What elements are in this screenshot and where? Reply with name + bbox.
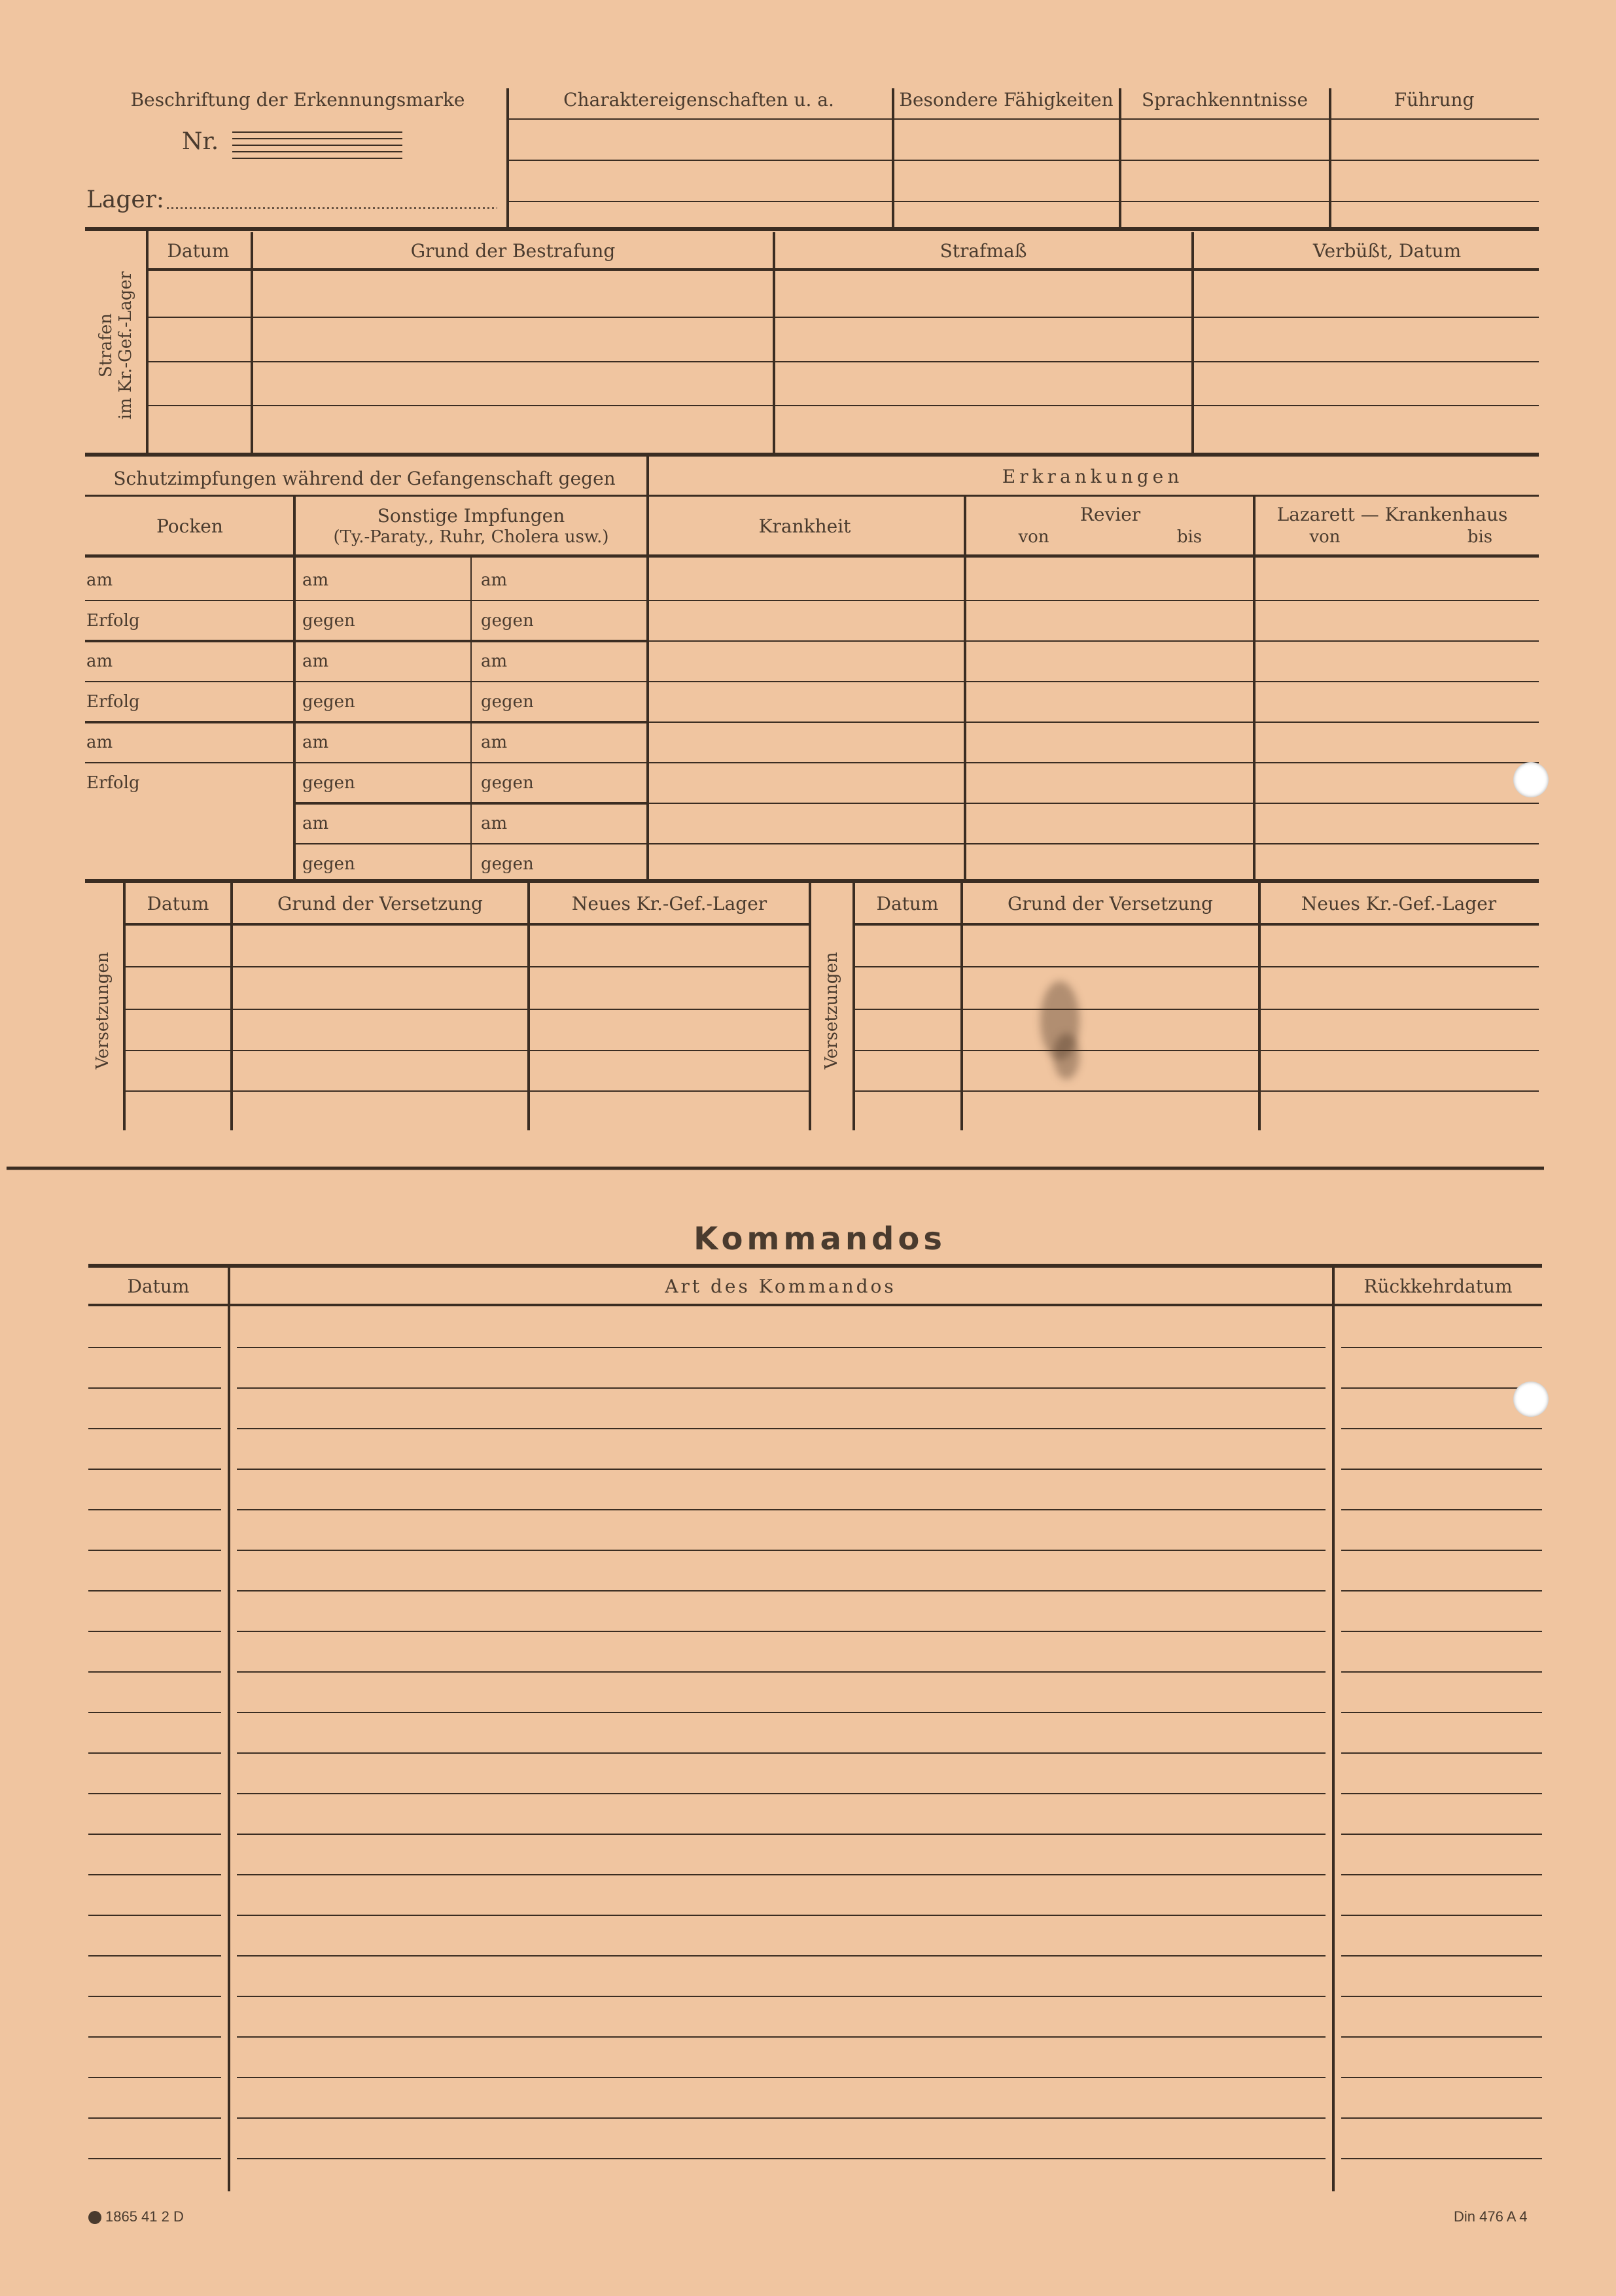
versetzung-neues-header: Neues Kr.-Gef.-Lager [1301, 893, 1497, 914]
form-number: 1865 41 2 D [88, 2208, 184, 2225]
pocken-am: am [86, 570, 113, 590]
pocken-erfolg: Erfolg [86, 611, 140, 631]
rueckkehrdatum-header: Rückkehrdatum [1363, 1276, 1513, 1297]
strafmass-header: Strafmaß [940, 240, 1027, 262]
punch-hole [1513, 1382, 1549, 1417]
versetzung-grund-header: Grund der Versetzung [1008, 893, 1213, 914]
sonstige-gegen: gegen [481, 692, 534, 712]
strafen-side-label: Strafen im Kr.-Gef.-Lager [96, 271, 135, 420]
sonstige-am: am [302, 652, 329, 671]
charakter-header: Charaktereigenschaften u. a. [563, 89, 834, 111]
sonstige-am: am [302, 733, 329, 752]
versetzung-datum-header: Datum [147, 893, 209, 914]
punch-hole [1513, 762, 1549, 797]
pocken-am: am [86, 733, 113, 752]
sonstige-gegen: gegen [302, 773, 355, 793]
ink-stain [1053, 1034, 1080, 1079]
strafen-grund-header: Grund der Bestrafung [410, 240, 616, 262]
sonstige-gegen: gegen [481, 611, 534, 631]
sonstige-am: am [302, 814, 329, 833]
revier-header: Revier [1080, 504, 1141, 525]
sonstige-header: Sonstige Impfungen [377, 505, 565, 527]
pocken-am: am [86, 652, 113, 671]
kommando-art-header: Art des Kommandos [665, 1276, 896, 1297]
sonstige-subheader: (Ty.-Paraty., Ruhr, Cholera usw.) [333, 527, 609, 547]
sonstige-gegen: gegen [481, 773, 534, 793]
versetzung-datum-header: Datum [876, 893, 939, 914]
lager-label: Lager: [86, 186, 165, 213]
krankheit-header: Krankheit [758, 515, 851, 537]
versetzung-grund-header: Grund der Versetzung [277, 893, 483, 914]
lazarett-header: Lazarett — Krankenhaus [1276, 504, 1508, 525]
lazarett-von: von [1309, 527, 1341, 547]
sonstige-am: am [481, 570, 508, 590]
pocken-header: Pocken [156, 515, 223, 537]
din-label: Din 476 A 4 [1454, 2208, 1528, 2225]
sonstige-am: am [302, 570, 329, 590]
sonstige-gegen: gegen [302, 692, 355, 712]
kommando-datum-header: Datum [127, 1276, 190, 1297]
publisher-mark-icon [88, 2211, 101, 2224]
strafen-datum-header: Datum [167, 240, 230, 262]
sonstige-am: am [481, 652, 508, 671]
sonstige-gegen: gegen [481, 854, 534, 874]
fuehrung-header: Führung [1394, 89, 1475, 111]
sonstige-am: am [481, 733, 508, 752]
erkrankungen-title: Erkrankungen [1002, 466, 1184, 487]
marke-label: Beschriftung der Erkennungsmarke [130, 89, 465, 111]
sonstige-gegen: gegen [302, 854, 355, 874]
lazarett-bis: bis [1467, 527, 1493, 547]
sonstige-am: am [481, 814, 508, 833]
sprachen-header: Sprachkenntnisse [1141, 89, 1309, 111]
versetzungen-side-label: Versetzungen [93, 952, 113, 1070]
revier-von: von [1018, 527, 1049, 547]
impfungen-title: Schutzimpfungen während der Gefangenschaft gegen [113, 468, 616, 489]
revier-bis: bis [1176, 527, 1203, 547]
faehigkeiten-header: Besondere Fähigkeiten [899, 89, 1114, 111]
versetzung-neues-header: Neues Kr.-Gef.-Lager [571, 893, 767, 914]
pocken-erfolg: Erfolg [86, 692, 140, 712]
sonstige-gegen: gegen [302, 611, 355, 631]
pocken-erfolg: Erfolg [86, 773, 140, 793]
kommandos-title: Kommandos [694, 1221, 946, 1257]
nr-label: Nr. [182, 128, 219, 155]
versetzungen-side-label: Versetzungen [822, 952, 842, 1070]
verbuesst-header: Verbüßt, Datum [1312, 240, 1462, 262]
